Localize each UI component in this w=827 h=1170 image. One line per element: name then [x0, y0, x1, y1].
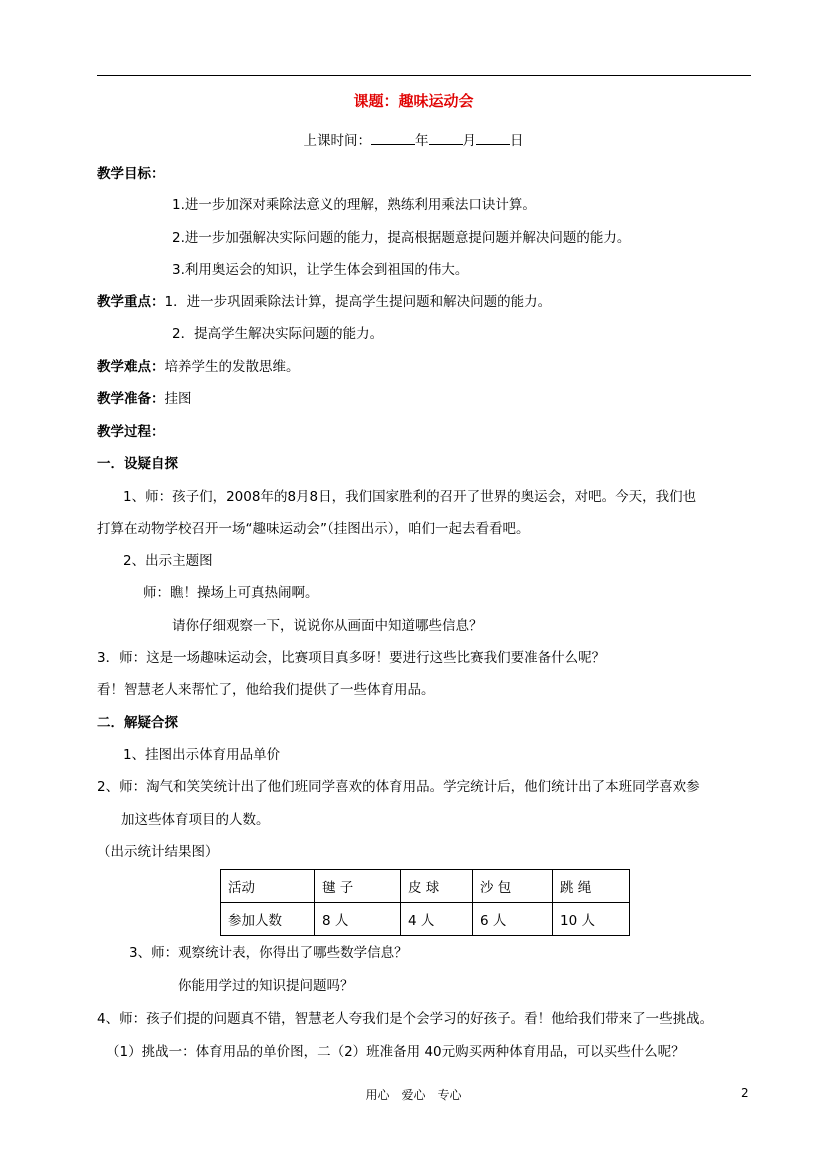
date-label: 上课时间：	[303, 133, 371, 149]
table-cell: 10 人	[553, 903, 630, 936]
table-cell: 参加人数	[221, 903, 315, 936]
lesson-title: 课题：趣味运动会	[353, 92, 474, 110]
difficulty-heading: 教学难点：	[97, 359, 165, 375]
process-heading: 教学过程：	[97, 424, 165, 440]
key-points	[97, 293, 551, 311]
section1-paragraph: 请你仔细观察一下，说说你从画面中知道哪些信息？	[172, 618, 483, 634]
section2-paragraph: （出示统计结果图）	[97, 844, 219, 860]
goals-heading: 教学目标：	[97, 166, 165, 182]
table-cell: 皮 球	[401, 870, 473, 903]
day-blank	[476, 130, 510, 145]
date-year: 年	[415, 133, 429, 149]
section1-paragraph: 打算在动物学校召开一场“趣味运动会”（挂图出示），咱们一起去看看吧。	[97, 521, 530, 537]
section1-paragraph: 3．师：这是一场趣味运动会，比赛项目真多呀！要进行这些比赛我们要准备什么呢？	[97, 650, 606, 666]
table-cell: 跳 绳	[553, 870, 630, 903]
table-cell: 毽 子	[315, 870, 401, 903]
preparation	[97, 390, 192, 408]
section3-paragraph: 你能用学过的知识提问题吗？	[178, 978, 354, 994]
preparation-heading: 教学准备：	[97, 391, 165, 407]
table-cell: 沙 包	[473, 870, 553, 903]
page-footer: 用心 爱心 专心	[365, 1088, 462, 1102]
table-cell: 8 人	[315, 903, 401, 936]
table-header-row	[221, 870, 630, 903]
difficulty	[97, 358, 300, 376]
section2-paragraph: 2、师：淘气和笑笑统计出了他们班同学喜欢的体育用品。学完统计后，他们统计出了本班同学喜欢参	[97, 779, 700, 795]
table-cell: 活动	[221, 870, 315, 903]
difficulty-text: 培养学生的发散思维。	[164, 359, 300, 375]
section1-paragraph: 看！智慧老人来帮忙了，他给我们提供了一些体育用品。	[97, 682, 435, 698]
section1-paragraph: 1、师：孩子们，2008年的8月8日，我们国家胜利的召开了世界的奥运会，对吧。今天，我们也	[123, 489, 697, 505]
section2-heading: 二．解疑合探	[97, 715, 178, 731]
statistics-table	[220, 869, 630, 936]
key-point-item: 1．进一步巩固乘除法计算，提高学生提问题和解决问题的能力。	[164, 294, 552, 310]
section2-paragraph: 1、挂图出示体育用品单价	[123, 747, 281, 763]
section1-paragraph: 2、出示主题图	[123, 553, 213, 569]
table-cell: 4 人	[401, 903, 473, 936]
preparation-text: 挂图	[164, 391, 192, 407]
section3-paragraph: （1）挑战一：体育用品的单价图，二（2）班准备用 40元购买两种体育用品，可以买些什么呢？	[106, 1044, 685, 1060]
year-blank	[371, 130, 415, 145]
table-cell: 6 人	[473, 903, 553, 936]
goal-item: 1.进一步加深对乘除法意义的理解，熟练利用乘法口诀计算。	[172, 197, 536, 213]
key-point-item: 2．提高学生解决实际问题的能力。	[172, 326, 384, 342]
section3-paragraph: 3、师：观察统计表，你得出了哪些数学信息？	[129, 945, 408, 961]
section3-paragraph: 4、师：孩子们提的问题真不错，智慧老人夸我们是个会学习的好孩子。看！他给我们带来了一些挑战。	[97, 1011, 714, 1027]
date-day: 日	[510, 133, 524, 149]
page-number: 2	[741, 1086, 749, 1100]
date-month: 月	[462, 133, 476, 149]
key-points-heading: 教学重点：	[97, 294, 165, 310]
goal-item: 3.利用奥运会的知识，让学生体会到祖国的伟大。	[172, 262, 469, 278]
section1-paragraph: 师：瞧！操场上可真热闹啊。	[143, 585, 319, 601]
class-date	[0, 130, 827, 150]
goal-item: 2.进一步加强解决实际问题的能力，提高根据题意提问题并解决问题的能力。	[172, 230, 631, 246]
table-row	[221, 903, 630, 936]
header-rule	[97, 75, 751, 76]
month-blank	[429, 130, 463, 145]
section2-paragraph: 加这些体育项目的人数。	[121, 812, 270, 828]
section1-heading: 一．设疑自探	[97, 456, 178, 472]
